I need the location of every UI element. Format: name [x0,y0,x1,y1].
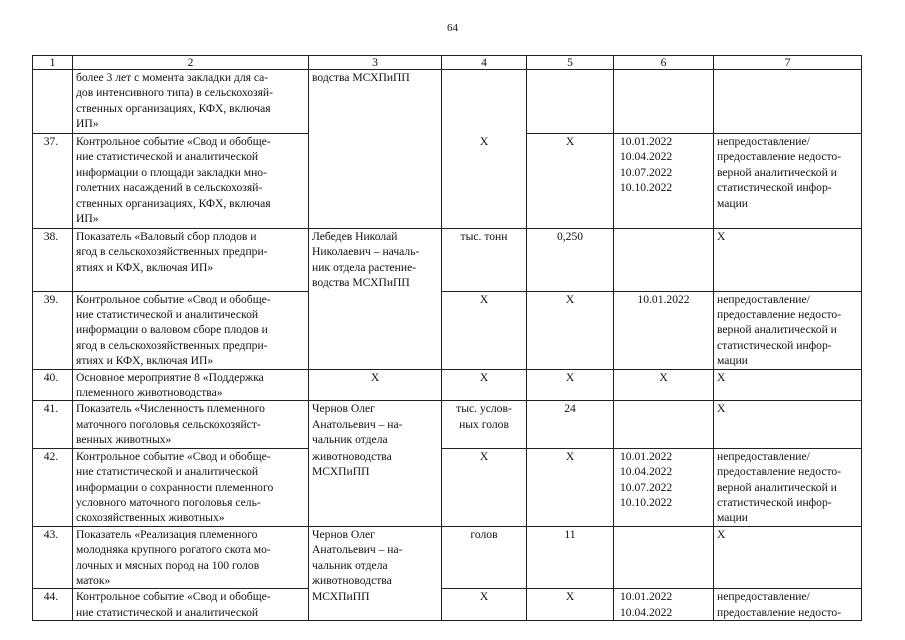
header-cell-7: 7 [714,56,862,70]
table-row [33,526,862,589]
header-cell-6: 6 [614,56,714,70]
row-risk: Х [714,401,862,448]
row-value: Х [527,589,614,621]
row-unit: Х [442,448,527,526]
header-cell-1: 1 [33,56,73,70]
row-number: 41. [33,401,73,448]
row-dates: 10.01.2022 [614,291,714,369]
row-number: 44. [33,589,73,621]
header-cell-3: 3 [309,56,442,70]
row-dates: 10.01.2022 10.04.2022 10.07.2022 10.10.2022 [614,448,714,526]
row-dates [614,70,714,134]
row-value: 24 [527,401,614,448]
row-unit: Х [442,369,527,401]
row-number: 40. [33,369,73,401]
row-risk: Х [714,526,862,589]
row-name: Контрольное событие «Свод и обобще- ние статистической и аналитической [73,589,309,621]
row-dates [614,526,714,589]
table-row [33,134,862,229]
row-responsible [309,134,442,229]
row-unit: Х [442,134,527,229]
row-dates: Х [614,369,714,401]
table-row [33,70,862,134]
row-dates: 10.01.2022 10.04.2022 [614,589,714,621]
row-responsible: животноводства МСХПиПП [309,448,442,526]
row-responsible: МСХПиПП [309,589,442,621]
row-value: Х [527,134,614,229]
row-risk: Х [714,369,862,401]
row-value: 0,250 [527,229,614,292]
row-name: Контрольное событие «Свод и обобще- ние статистической и аналитической информации о сохранности племенного условного маточного поголовья сель- скохозяйственных животных» [73,448,309,526]
header-row [33,56,862,70]
table-row [33,448,862,526]
row-number: 42. [33,448,73,526]
page-number: 64 [447,22,458,34]
row-name: Основное мероприятие 8 «Поддержка племенного животноводства» [73,369,309,401]
row-name: Показатель «Реализация племенного молодняка крупного рогатого скота мо- лочных и мясных пород на 100 голов маток» [73,526,309,589]
row-unit: Х [442,291,527,369]
row-name: более 3 лет с момента закладки для са- дов интенсивного типа) в сельскохозяй- ственных организациях, КФХ, включая ИП» [73,70,309,134]
header-cell-2: 2 [73,56,309,70]
row-number: 38. [33,229,73,292]
table-row [33,369,862,401]
row-name: Контрольное событие «Свод и обобще- ние статистической и аналитической информации о валовом сборе плодов и ягод в сельскохозяйственных предпри- ятиях и КФХ, включая ИП» [73,291,309,369]
row-responsible: Чернов Олег Анатольевич – на- чальник отдела [309,401,442,448]
row-dates: 10.01.2022 10.04.2022 10.07.2022 10.10.2022 [614,134,714,229]
row-name: Контрольное событие «Свод и обобще- ние статистической и аналитической информации о площади закладки мно- голетних насаждений в сельскохозяй- ственных организациях, КФХ, включая ИП» [73,134,309,229]
row-risk: Х [714,229,862,292]
row-risk: непредоставление/ предоставление недосто- [714,589,862,621]
row-responsible [309,291,442,369]
row-responsible: Лебедев Николай Николаевич – началь- ник отдела растение- водства МСХПиПП [309,229,442,292]
table-row [33,229,862,292]
row-risk: непредоставление/ предоставление недосто- верной аналитической и статистической инфор- мации [714,134,862,229]
row-unit: тыс. тонн [442,229,527,292]
row-unit [442,70,527,134]
row-number: 37. [33,134,73,229]
row-responsible: Х [309,369,442,401]
row-dates [614,229,714,292]
row-risk [714,70,862,134]
row-name: Показатель «Валовый сбор плодов и ягод в сельскохозяйственных предпри- ятиях и КФХ, включая ИП» [73,229,309,292]
table-row [33,291,862,369]
row-responsible: Чернов Олег Анатольевич – на- чальник отдела животноводства [309,526,442,589]
row-value: Х [527,291,614,369]
row-risk: непредоставление/ предоставление недосто- верной аналитической и статистической инфор- мации [714,448,862,526]
row-number [33,70,73,134]
row-value: 11 [527,526,614,589]
row-number: 43. [33,526,73,589]
row-responsible: водства МСХПиПП [309,70,442,134]
table-row [33,401,862,448]
table-row [33,589,862,621]
row-unit: голов [442,526,527,589]
row-value: Х [527,369,614,401]
program-table [32,55,862,621]
row-risk: непредоставление/ предоставление недосто- верной аналитической и статистической инфор- мации [714,291,862,369]
row-number: 39. [33,291,73,369]
header-cell-5: 5 [527,56,614,70]
row-name: Показатель «Численность племенного маточного поголовья сельскохозяйст- венных животных» [73,401,309,448]
row-value: Х [527,448,614,526]
row-value [527,70,614,134]
header-cell-4: 4 [442,56,527,70]
row-dates [614,401,714,448]
row-unit: Х [442,589,527,621]
row-unit: тыс. услов- ных голов [442,401,527,448]
